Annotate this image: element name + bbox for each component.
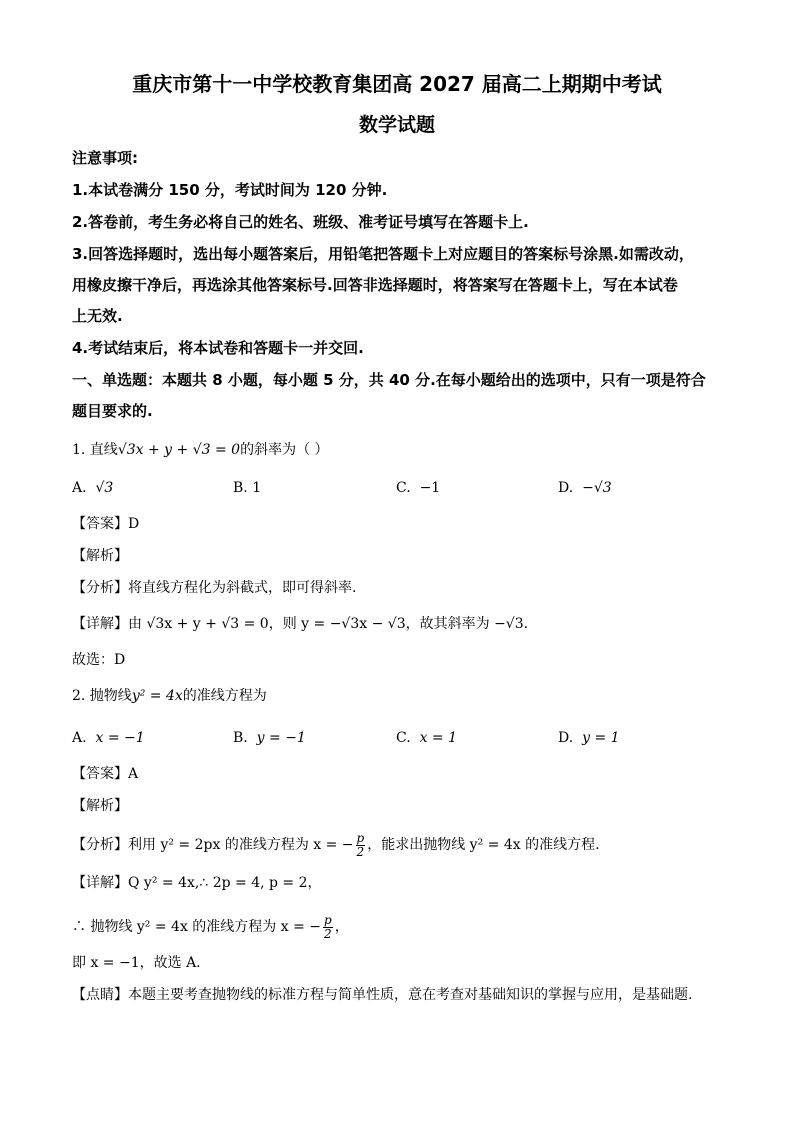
question-1-xiangjie: 【详解】由 √3x + y + √3 = 0，则 y = −√3x − √3，故其斜率为 −√3. bbox=[72, 616, 529, 632]
question-1-fenxi: 【分析】将直线方程化为斜截式，即可得斜率. bbox=[72, 580, 357, 596]
question-2-analysis-label: 【解析】 bbox=[72, 798, 128, 814]
question-2-dianjing: 【点睛】本题主要考查抛物线的标准方程与简单性质，意在考查对基础知识的掌握与应用，是基础题. bbox=[72, 987, 693, 1003]
question-2-option-c: C. x = 1 bbox=[396, 730, 458, 746]
question-2-suffix: 的准线方程为 bbox=[182, 688, 267, 704]
question-1-answer: 【答案】D bbox=[72, 516, 140, 532]
question-1-option-d: D. −√3 bbox=[558, 480, 612, 496]
question-2-xiangjie: 【详解】Q y² = 4x,∴ 2p = 4, p = 2， bbox=[72, 875, 322, 891]
question-1-suffix: 的斜率为（ ） bbox=[240, 442, 329, 458]
question-2-step-2: ∴ 抛物线 y² = 4x 的准线方程为 x = − $\frac{p}{2}$ ， bbox=[72, 912, 349, 941]
fraction-p-over-2-step: $\frac{p}{2}$ bbox=[324, 912, 332, 941]
fraction-p-over-2: $\frac{p}{2}$ bbox=[356, 830, 365, 859]
question-2-option-b: B. y = −1 bbox=[233, 730, 306, 746]
question-1-analysis-label: 【解析】 bbox=[72, 548, 128, 564]
question-1-option-a: A. √3 bbox=[72, 480, 114, 496]
question-1-option-c: C. −1 bbox=[396, 480, 441, 496]
note-3-line-2: 用橡皮擦干净后，再选涂其他答案标号.回答非选择题时，将答案写在答题卡上，写在本试卷 bbox=[72, 276, 678, 294]
note-3-line-1: 3.回答选择题时，选出每小题答案后，用铅笔把答题卡上对应题目的答案标号涂黑.如需改动， bbox=[72, 245, 694, 263]
question-2-step-3: 即 x = −1，故选 A. bbox=[72, 955, 201, 971]
question-2-option-d: D. y = 1 bbox=[558, 730, 620, 746]
note-3-line-3: 上无效. bbox=[72, 307, 123, 325]
note-2: 2.答卷前，考生务必将自己的姓名、班级、准考证号填写在答题卡上. bbox=[72, 213, 529, 231]
section-1-heading-line-1: 一、单选题：本题共 8 小题，每小题 5 分，共 40 分.在每小题给出的选项中，只有一项是符合 bbox=[72, 371, 706, 389]
question-2-prefix: 2. 抛物线 bbox=[72, 688, 132, 704]
question-2-equation: y² = 4x bbox=[131, 688, 183, 704]
question-2-option-a: A. x = −1 bbox=[72, 730, 145, 746]
exam-subtitle: 数学试题 bbox=[358, 114, 435, 136]
question-1-conclusion: 故选：D bbox=[72, 652, 126, 668]
notes-heading: 注意事项: bbox=[72, 149, 138, 167]
question-1-equation: √3x + y + √3 = 0 bbox=[117, 442, 241, 458]
note-1: 1.本试卷满分 150 分，考试时间为 120 分钟. bbox=[72, 181, 388, 199]
question-2 bbox=[72, 686, 267, 706]
question-1-option-b: B. 1 bbox=[233, 480, 262, 496]
question-2-answer: 【答案】A bbox=[72, 766, 139, 782]
question-1 bbox=[72, 440, 329, 460]
section-1-heading-line-2: 题目要求的. bbox=[72, 402, 153, 420]
question-1-prefix: 1. 直线 bbox=[72, 442, 118, 458]
note-4: 4.考试结束后，将本试卷和答题卡一并交回. bbox=[72, 339, 364, 357]
exam-title: 重庆市第十一中学校教育集团高 2027 届高二上期期中考试 bbox=[132, 72, 662, 96]
question-2-fenxi: 【分析】利用 y² = 2px 的准线方程为 x = − $\frac{p}{2}$ ，能求出抛物线 y² = 4x 的准线方程. bbox=[72, 830, 600, 859]
